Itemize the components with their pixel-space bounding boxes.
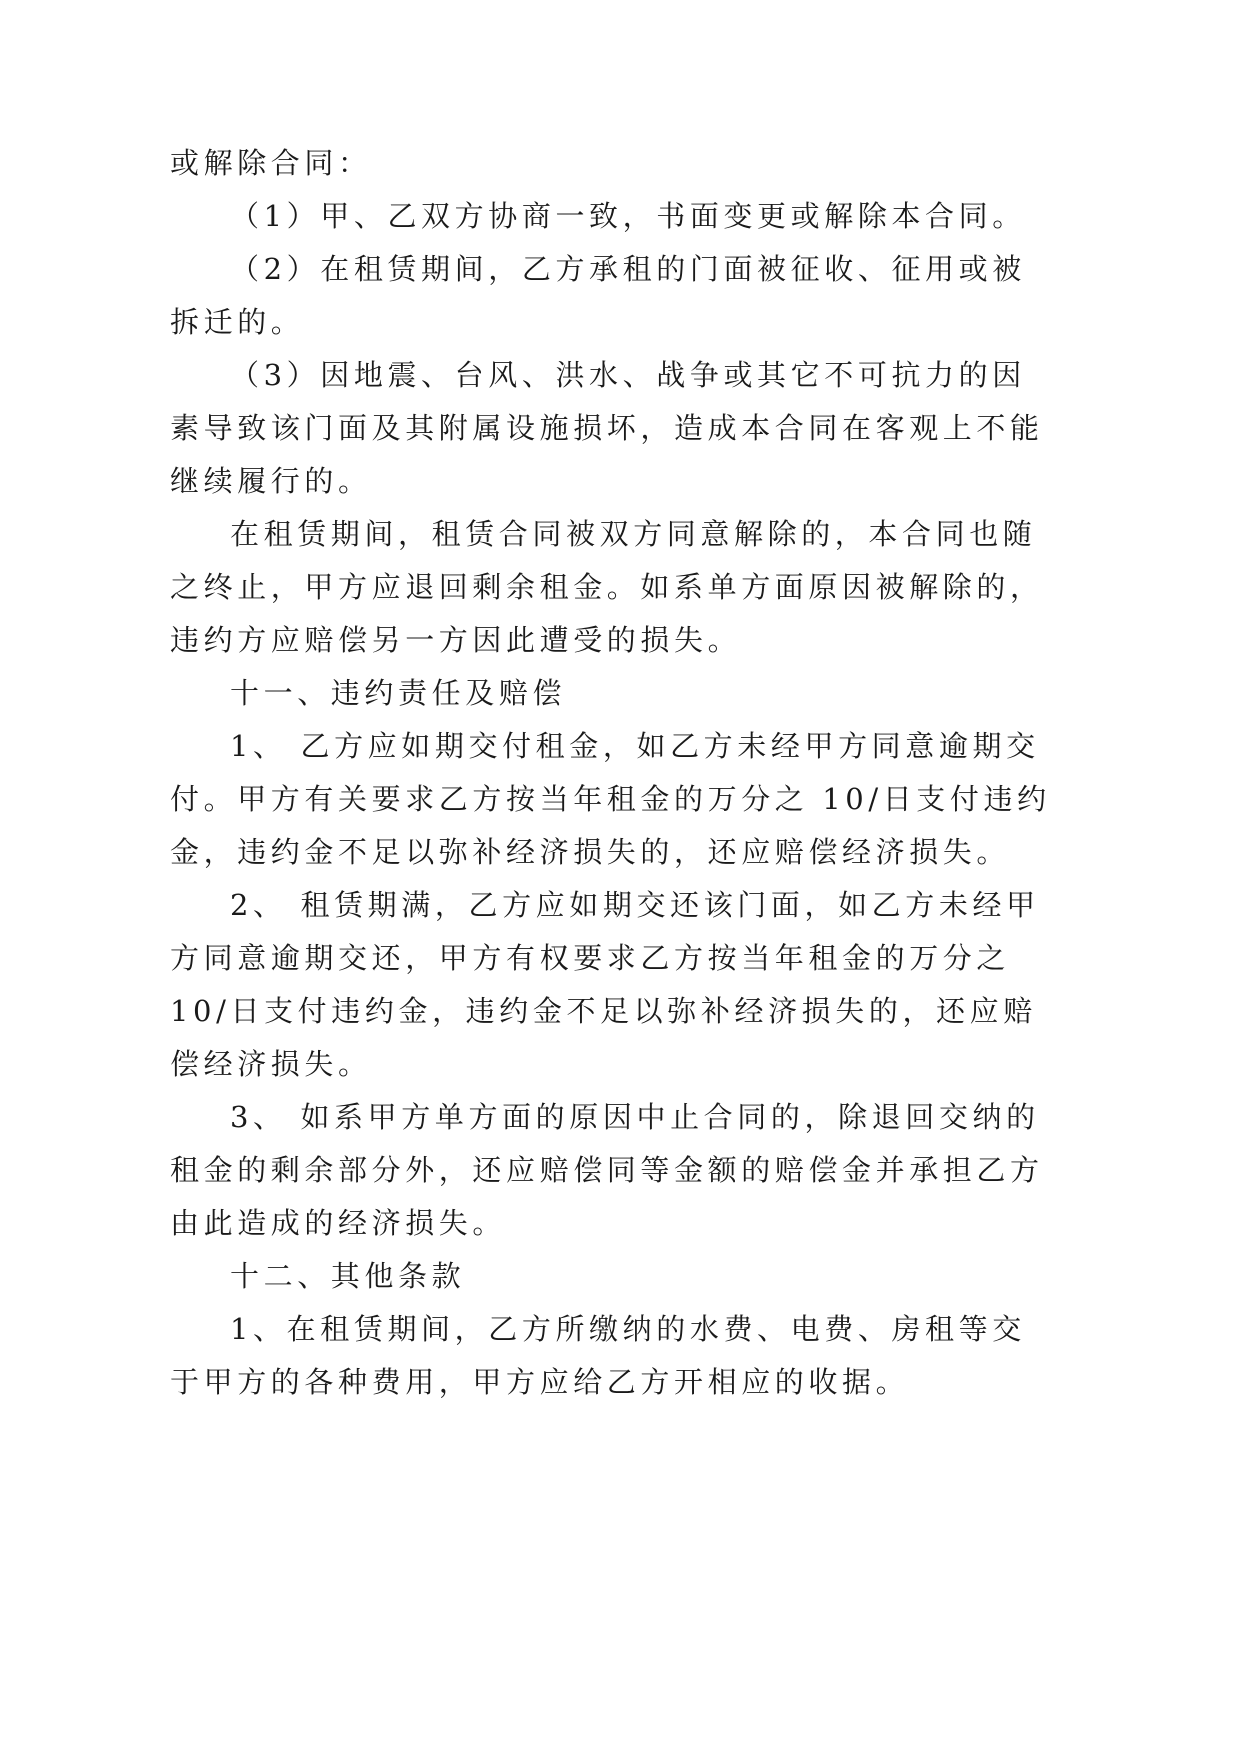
text-line: 由此造成的经济损失。: [170, 1206, 507, 1240]
text-line: （1）甲、乙双方协商一致，书面变更或解除本合同。: [230, 199, 1026, 233]
text-line: 1、 乙方应如期交付租金，如乙方未经甲方同意逾期交: [230, 729, 1040, 763]
text-line: 素导致该门面及其附属设施损坏，造成本合同在客观上不能: [170, 411, 1044, 445]
text-line: 10/日支付违约金，违约金不足以弥补经济损失的，还应赔: [170, 994, 1037, 1028]
text-line: （2）在租赁期间，乙方承租的门面被征收、征用或被: [230, 252, 1026, 286]
text-line: 或解除合同：: [170, 146, 372, 180]
text-line: 拆迁的。: [170, 305, 305, 339]
text-line: 之终止，甲方应退回剩余租金。如系单方面原因被解除的，: [170, 570, 1044, 604]
text-line: 金，违约金不足以弥补经济损失的，还应赔偿经济损失。: [170, 835, 1011, 869]
text-line: 于甲方的各种费用，甲方应给乙方开相应的收据。: [170, 1365, 910, 1399]
section-heading: 十二、其他条款: [230, 1259, 466, 1293]
text-line: 违约方应赔偿另一方因此遭受的损失。: [170, 623, 742, 657]
text-line: 租金的剩余部分外，还应赔偿同等金额的赔偿金并承担乙方: [170, 1153, 1044, 1187]
text-line: 付。甲方有关要求乙方按当年租金的万分之 10/日支付违约: [170, 782, 1051, 816]
text-line: 偿经济损失。: [170, 1047, 372, 1081]
text-line: 3、 如系甲方单方面的原因中止合同的，除退回交纳的: [230, 1100, 1040, 1134]
section-heading: 十一、违约责任及赔偿: [230, 676, 567, 710]
text-line: 在租赁期间，租赁合同被双方同意解除的，本合同也随: [230, 517, 1037, 551]
text-line: 1、在租赁期间，乙方所缴纳的水费、电费、房租等交: [230, 1312, 1026, 1346]
text-line: （3）因地震、台风、洪水、战争或其它不可抗力的因: [230, 358, 1026, 392]
text-line: 方同意逾期交还，甲方有权要求乙方按当年租金的万分之: [170, 941, 1011, 975]
text-line: 继续履行的。: [170, 464, 372, 498]
text-line: 2、 租赁期满，乙方应如期交还该门面，如乙方未经甲: [230, 888, 1040, 922]
